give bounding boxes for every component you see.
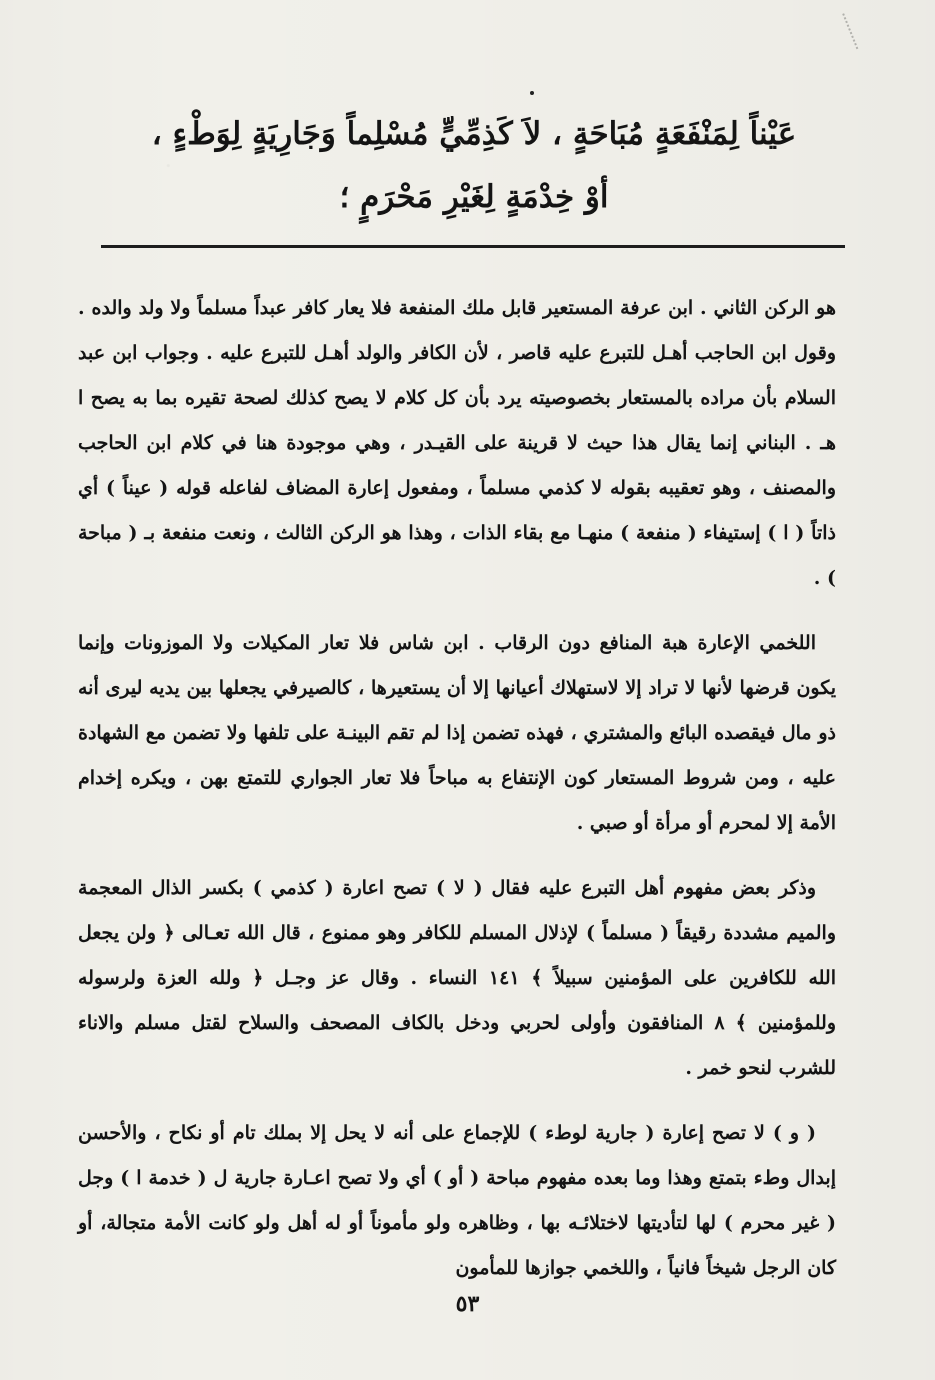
header-divider — [101, 245, 845, 248]
paragraph-2: اللخمي الإعارة هبة المنافع دون الرقاب . ابن شاس فلا تعار المكيلات ولا الموزونات وإنما يكون قرضها لأنها لا تراد إلا لاستهلاك أعيانها إلا أن يستعيرها ، كالصيرفي يجعلها بين يديه ليرى أنه ذو مال فيقصده البائع والمشتري ، فهذه تضمن إذا لم تقم البينـة على تلفها ولا تضمن مع الشهادة عليه ، ومن شروط المستعار كون الإنتفاع به مباحاً فلا تعار الجواري للتمتع بهن ، ويكره إخدام الأمة إلا لمحرم أو مرأة أو صبي . — [78, 632, 836, 834]
page-number: ٥٣ — [455, 1291, 480, 1317]
paragraph-3: وذكر بعض مفهوم أهل التبرع عليه فقال ( لا ) تصح اعارة ( كذمي ) بكسر الذال المعجمة والميم مشددة رقيقاً ( مسلماً ) لإذلال المسلم للكافر وهو ممنوع ، قال الله تعـالى ﴿ ولن يجعل الله للكافرين على المؤمنين سبيلاً ﴾ ١٤١ النساء . وقال عز وجـل ﴿ ولله العزة ولرسوله وللمؤمنين ﴾ ٨ المنافقون وأولى لحربي ودخل بالكاف المصحف والسلاح لقتل مسلم والاناء للشرب لنحو خمر . — [78, 877, 837, 1079]
scan-mark — [824, 13, 859, 56]
verse-header — [104, 103, 844, 229]
paragraph-1: هو الركن الثاني . ابن عرفة المستعير قابل ملك المنفعة فلا يعار كافر عبداً مسلماً ولا ولد والده . وقول ابن الحاجب أهـل للتبرع عليه قاصر ، لأن الكافر والولد أهـل للتبرع عليه . وجواب ابن عبد السلام بأن مراده بالمستعار بخصوصيته يرد بأن كل كلام لا يصح كذلك لصحة تقيره بما به يصح ا هـ . البناني إنما يقال هذا حيث لا قرينة على القيـدر ، وهي موجودة هنا في كلام ابن الحاجب والمصنف ، وهو تعقيبه بقوله لا كذمي مسلماً ، ومفعول إعارة المضاف لفاعله قوله ( عيناً ) أي ذاتاً ( ا ) إستيفاء ( منفعة ) منهـا مع بقاء الذات ، وهذا هو الركن الثالث ، ونعت منفعة بـ ( مباحة ) . — [78, 297, 836, 589]
scan-dot — [530, 91, 534, 95]
header-line-2: أوْ خِدْمَةٍ لِغَيْرِ مَحْرَمٍ ؛ — [339, 179, 609, 215]
paragraph-4: ( و ) لا تصح إعارة ( جارية لوطء ) للإجماع على أنه لا يحل إلا بملك تام أو نكاح ، والأحسن إبدال وطء بتمتع وهذا وما بعده مفهوم مباحة ( أو ) أي ولا تصح اعـارة جارية ل ( خدمة ا ) وجل ( غير محرم ) لها لتأديتها لاختلائـه بها ، وظاهره ولو مأموناً أو له أهل ولو كانت الأمة متجالة، أو كان الرجل شيخاً فانياً ، واللخمي جوازها للمأمون — [78, 1122, 836, 1279]
header-line-1: عَيْناً لِمَنْفَعَةٍ مُبَاحَةٍ ، لاَ كَذِمِّيٍّ مُسْلِماً وَجَارِيَةٍ لِوَطْءٍ ، — [151, 116, 797, 152]
commentary-body — [78, 286, 836, 1311]
